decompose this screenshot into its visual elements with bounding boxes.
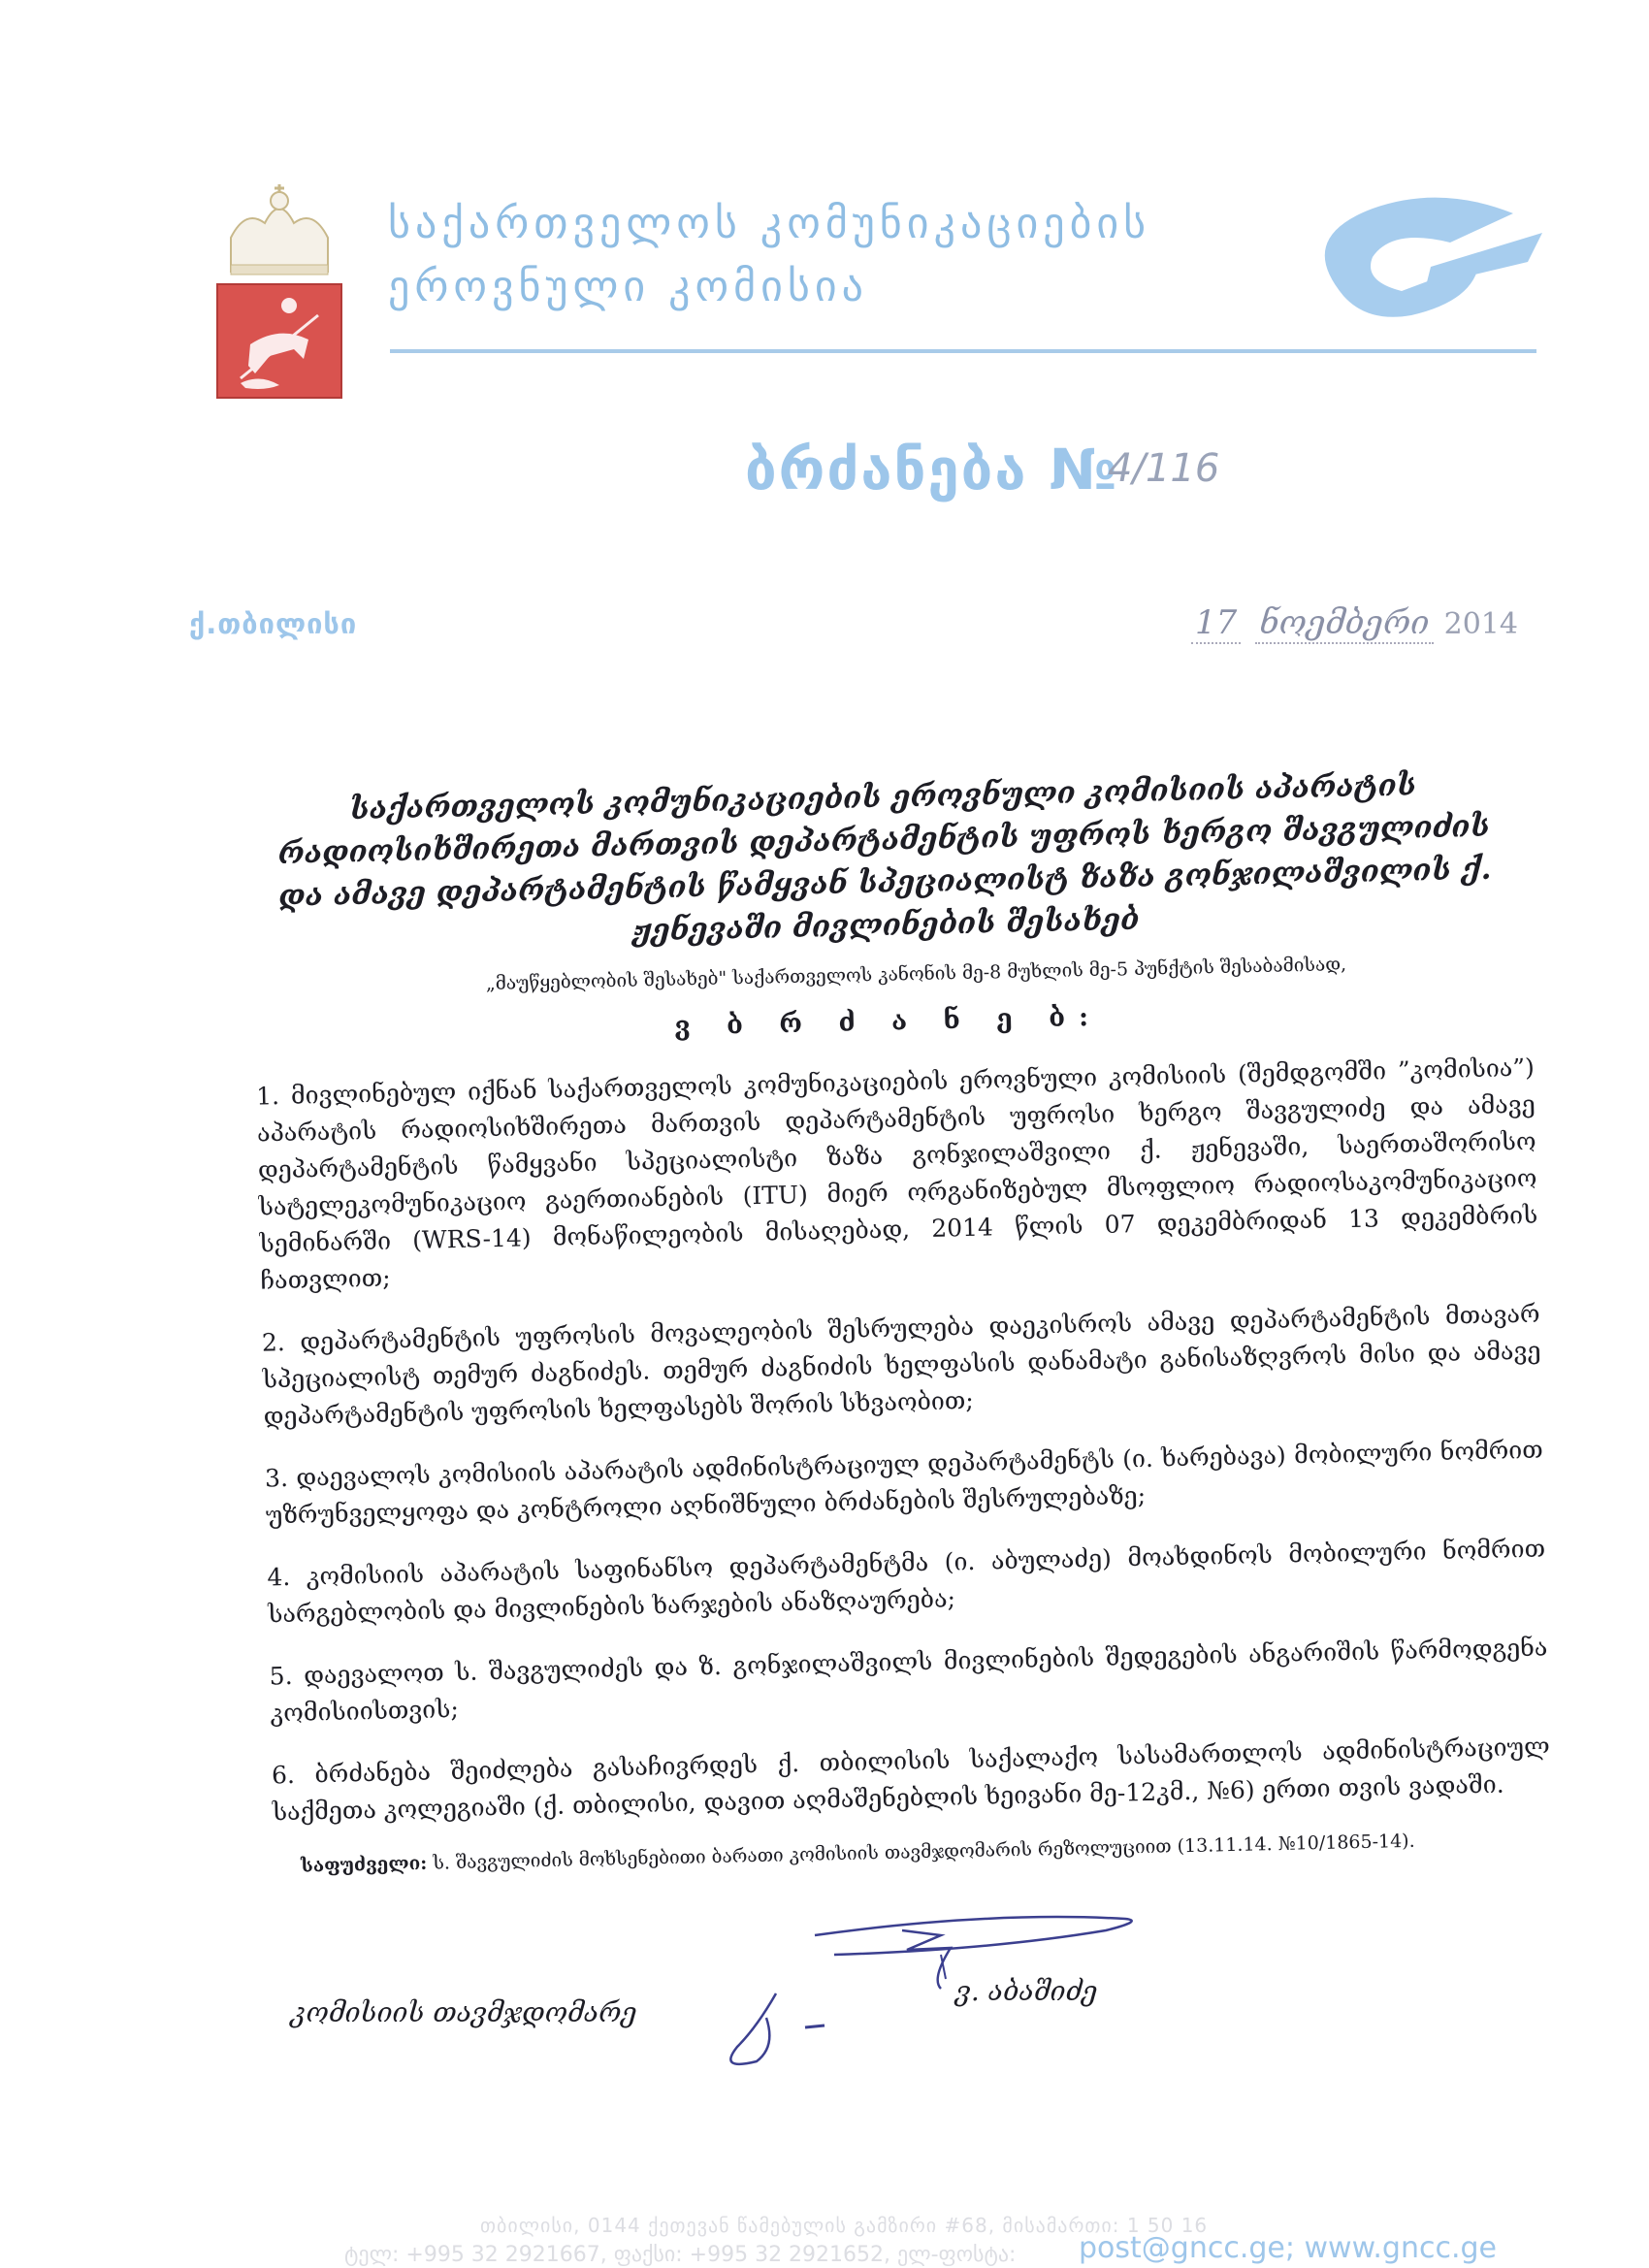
order-item-5: 5. დაევალოთ ს. შავგულიძეს და ზ. გონჯილაშვილს მივლინების შედეგების ანგარიშის წარმოდგენა კომისიისთვის; — [269, 1633, 1548, 1728]
order-item-1: 1. მივლინებულ იქნან საქართველოს კომუნიკაციების ეროვნული კომისიის (შემდგომში ”კომისია”) აპარატის რადიოსიხშირეთა მართვის დეპარტამენტის უფროსი ხერგო შავგულიძე და ამავე დეპარტამენტის წამყვანი სპეციალისტი ზაზა გონჯილაშვილი ქ. ჟენევაში, საერთაშორისო სატელეკომუნიკაციო გაერთიანების (ITU) მიერ ორგანიზებულ მსოფლიო რადიოსაკომუნიკაციო სემინარში (WRS-14) მონაწილეობის მისაღებად, 2014 წლის 07 დეკემბრიდან 13 დეკემბრის ჩათვლით; — [255, 1053, 1538, 1295]
date-day: 17 — [1191, 603, 1241, 644]
order-number: 4/116 — [1108, 446, 1220, 491]
footnote-text: ს. შავგულიძის მოხსენებითი ბარათი კომისიის თავმჯდომარის რეზოლუციით (13.11.14. №10/1865-14). — [433, 1830, 1415, 1874]
signatory-role: კომისიის თავმჯდომარე — [291, 1996, 637, 2028]
order-declaration: ვ ბ რ ძ ა ნ ე ბ: — [673, 1001, 1103, 1042]
document-body — [238, 761, 1553, 1896]
city-label: ქ.თბილისი — [189, 607, 358, 640]
order-title: ბრძანება № — [745, 437, 1119, 502]
organization-name-line2: ეროვნული კომისია — [388, 262, 868, 311]
date-year: 2014 — [1443, 607, 1518, 641]
footnote-label: საფუძველი: — [300, 1852, 428, 1877]
order-item-6: 6. ბრძანება შეიძლება გასაჩივრდეს ქ. თბილისის საქალაქო სასამართლოს ადმინისტრაციულ საქმეთა კოლეგიაში (ქ. თბილისი, დავით აღმაშენებლის ხეივანი მე-12კმ., №6) ერთი თვის ვადაში. — [271, 1732, 1551, 1827]
order-item-4: 4. კომისიის აპარატის საფინანსო დეპარტამენტმა (ი. აბულაძე) მოახდინოს მობილური ნომრით სარგებლობის და მივლინების ხარჯების ანაზღაურება; — [267, 1534, 1546, 1629]
header-divider — [390, 349, 1536, 353]
gncc-logo-icon — [1305, 189, 1547, 325]
order-date — [1191, 603, 1518, 642]
coat-of-arms-icon — [211, 179, 347, 403]
date-month: ნოემბერი — [1255, 603, 1433, 644]
order-item-2: 2. დეპარტამენტის უფროსის მოვალეობის შესრულება დაეკისროს ამავე დეპარტამენტის მთავარ სპეციალისტ თემურ ძაგნიძეს. თემურ ძაგნიძის ხელფასის დანამატი განისაზღვროს მისი და ამავე დეპარტამენტის უფროსის ხელფასებს შორის სხვაობით; — [261, 1299, 1541, 1431]
organization-name-line1: საქართველოს კომუნიკაციების — [388, 199, 1151, 248]
footer-address: თბილისი, 0144 ქეთევან წამებულის გამზირი #68, მისამართი: 1 50 16 — [480, 2214, 1209, 2237]
footer-web-link[interactable]: post@gncc.ge; www.gncc.ge — [1079, 2231, 1497, 2265]
footer-contact: ტელ: +995 32 2921667, ფაქსი: +995 32 2921652, ელ-ფოსტა: — [344, 2243, 1017, 2267]
signatory-name: ვ. აბაშიძე — [955, 1975, 1098, 2007]
footnote — [262, 1828, 1552, 1878]
legal-basis: „მაუწყებლობის შესახებ" საქართველოს კანონის მე-8 მუხლის მე-5 პუნქტის შესაბამისად, — [485, 954, 1347, 995]
order-item-3: 3. დაევალოს კომისიის აპარატის ადმინისტრაციულ დეპარტამენტს (ი. ხარებავა) მობილური ნომრით უზრუნველყოფა და კონტროლი აღნიშნული ბრძანების შესრულებაზე; — [264, 1435, 1544, 1530]
order-subject: საქართველოს კომუნიკაციების ეროვნული კომისიის აპარატის რადიოსიხშირეთა მართვის დეპარტამენტის უფროს ხერგო შავგულიძის და ამავე დეპარტამენტის წამყვან სპეციალისტ ზაზა გონჯილაშვილის ქ. ჟენევაში მივლინების შესახებ — [277, 767, 1492, 949]
